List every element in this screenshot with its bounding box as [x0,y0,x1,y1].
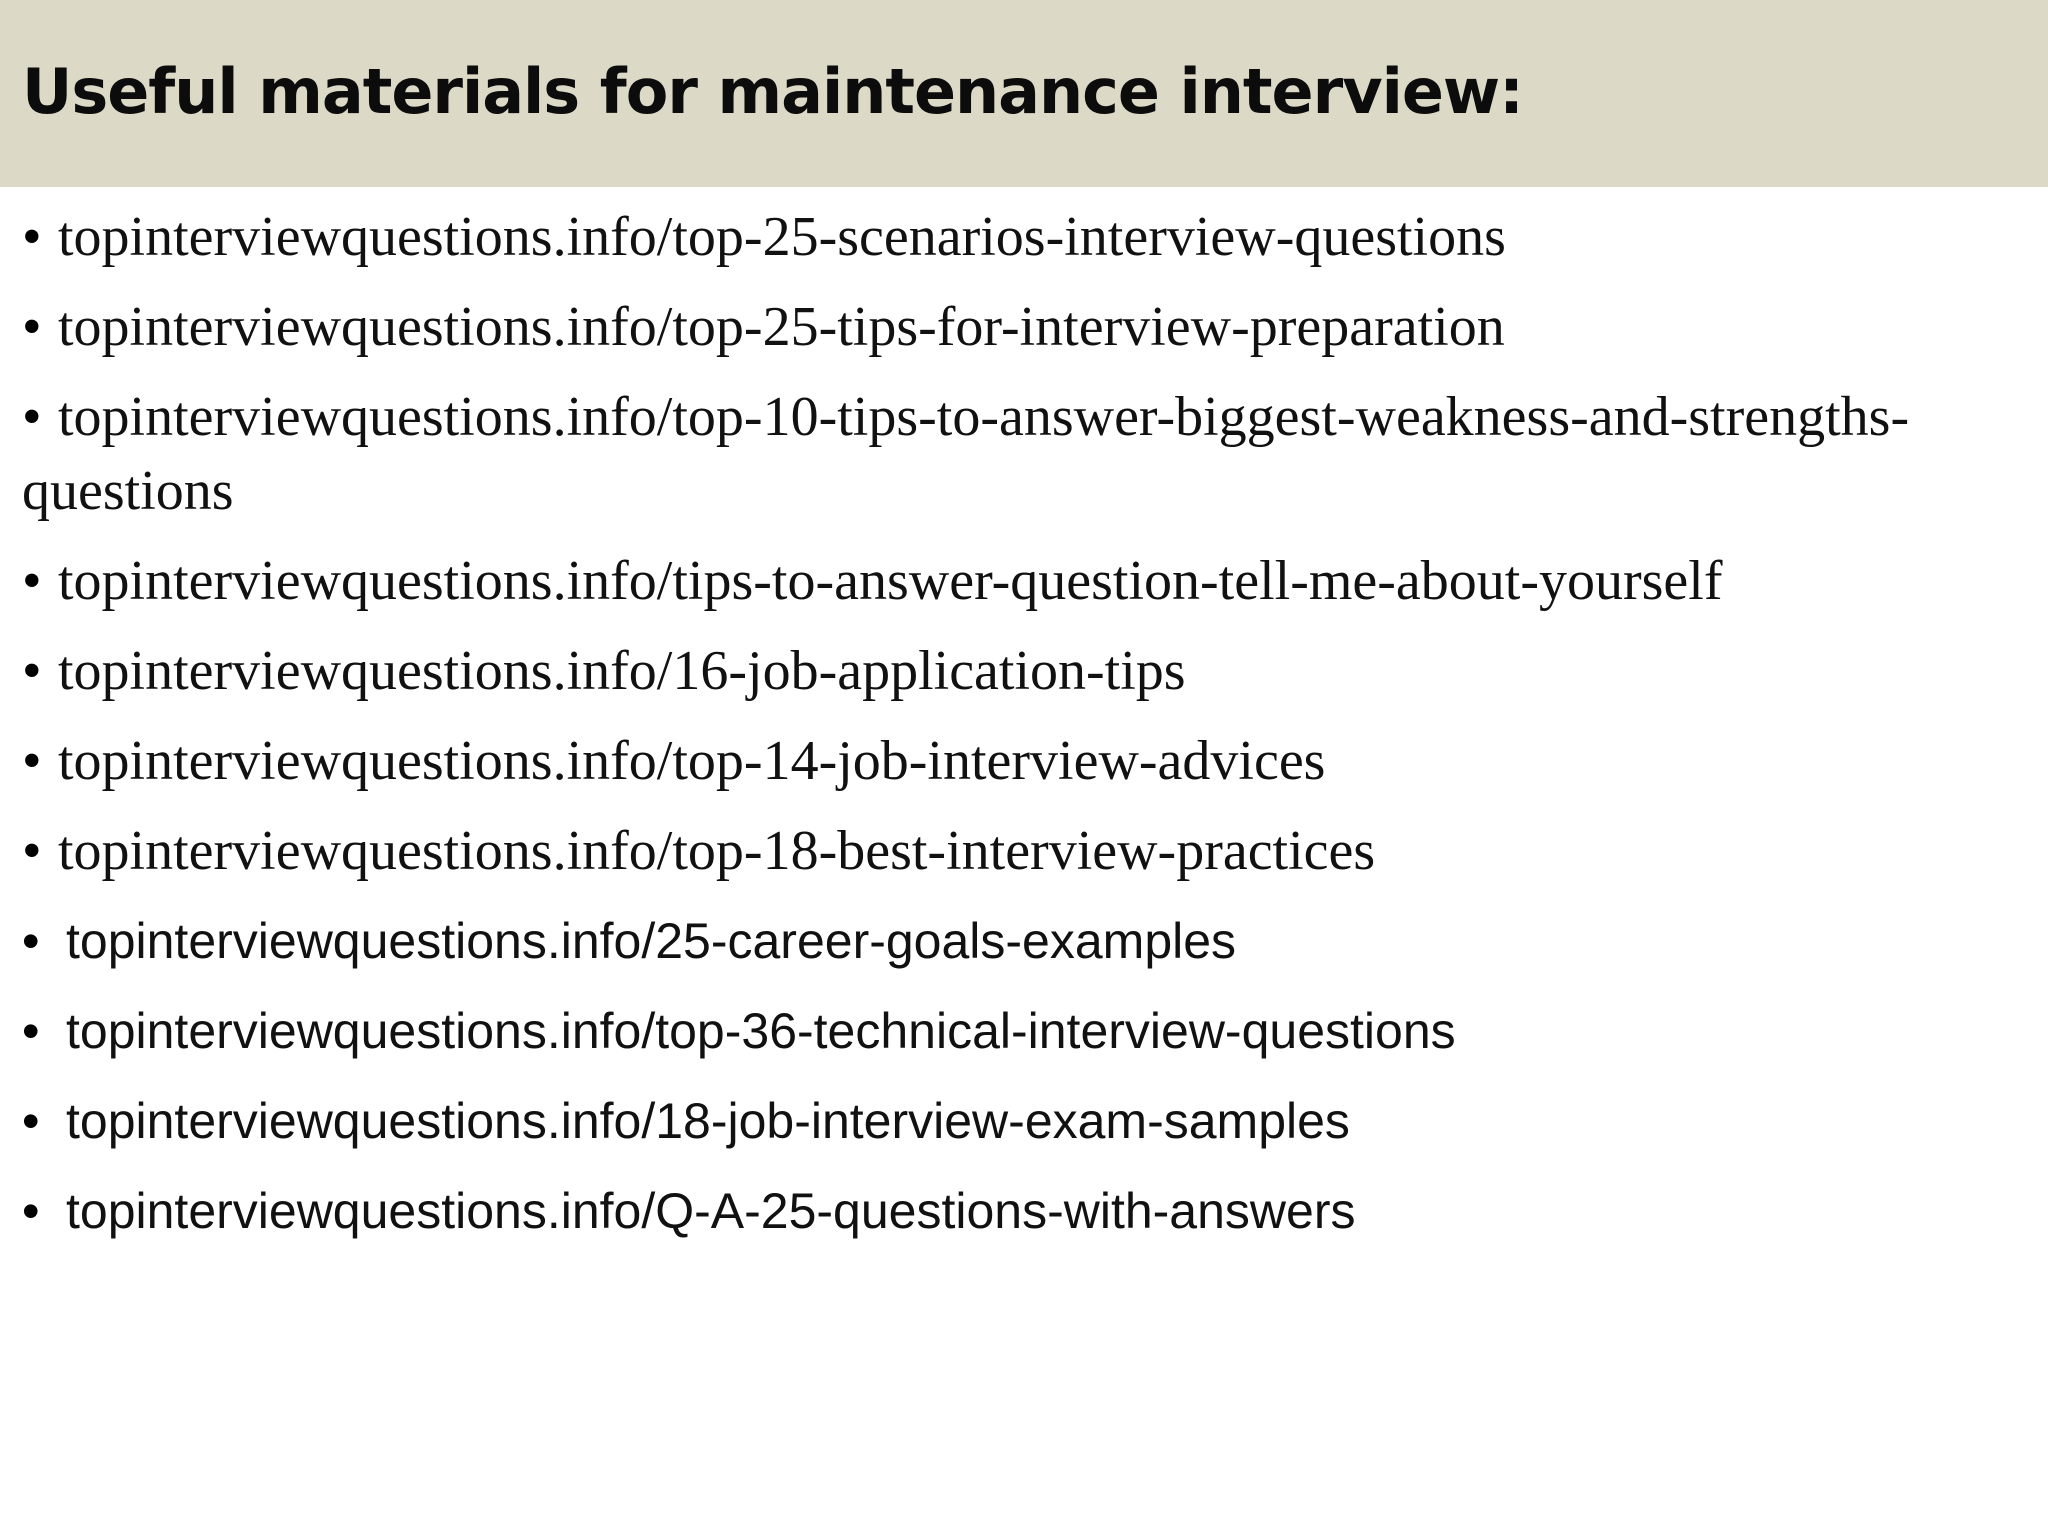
list-item [22,544,2012,618]
link-text[interactable]: topinterviewquestions.info/16-job-application-tips [58,640,1186,702]
list-item [22,1174,2012,1248]
list-item [22,290,2012,364]
bullet-icon: • [22,296,42,358]
bullet-icon: • [22,386,42,448]
list-item [22,634,2012,708]
link-text[interactable]: topinterviewquestions.info/25-career-goals-examples [66,913,1237,969]
bullet-icon: • [22,206,42,268]
list-item [22,380,2012,528]
list-item [22,904,2012,978]
bullet-icon: • [22,640,42,702]
link-text[interactable]: topinterviewquestions.info/Q-A-25-questions-with-answers [66,1183,1356,1239]
bullet-icon: • [22,730,42,792]
link-text[interactable]: topinterviewquestions.info/tips-to-answer-question-tell-me-about-yourself [58,550,1723,612]
bullet-icon: • [22,820,42,882]
bullet-icon: • [22,913,40,969]
link-text[interactable]: topinterviewquestions.info/top-10-tips-to-answer-biggest-weakness-and-strengths-questions [22,386,1910,522]
list-item [22,1084,2012,1158]
list-item [22,200,2012,274]
link-text[interactable]: topinterviewquestions.info/top-25-tips-for-interview-preparation [58,296,1505,358]
link-text[interactable]: topinterviewquestions.info/top-18-best-interview-practices [58,820,1376,882]
link-text[interactable]: topinterviewquestions.info/top-14-job-interview-advices [58,730,1326,792]
bullet-icon: • [22,1183,40,1239]
list-item [22,724,2012,798]
link-text[interactable]: topinterviewquestions.info/top-25-scenarios-interview-questions [58,206,1506,268]
bullet-icon: • [22,1003,40,1059]
link-text[interactable]: topinterviewquestions.info/top-36-technical-interview-questions [66,1003,1456,1059]
list-item [22,814,2012,888]
list-item [22,994,2012,1068]
title-band [0,0,2048,187]
bullet-icon: • [22,1093,40,1149]
link-text[interactable]: topinterviewquestions.info/18-job-interview-exam-samples [66,1093,1350,1149]
slide-title: Useful materials for maintenance interview: [22,55,1523,128]
link-list [22,200,2012,1264]
bullet-icon: • [22,550,42,612]
